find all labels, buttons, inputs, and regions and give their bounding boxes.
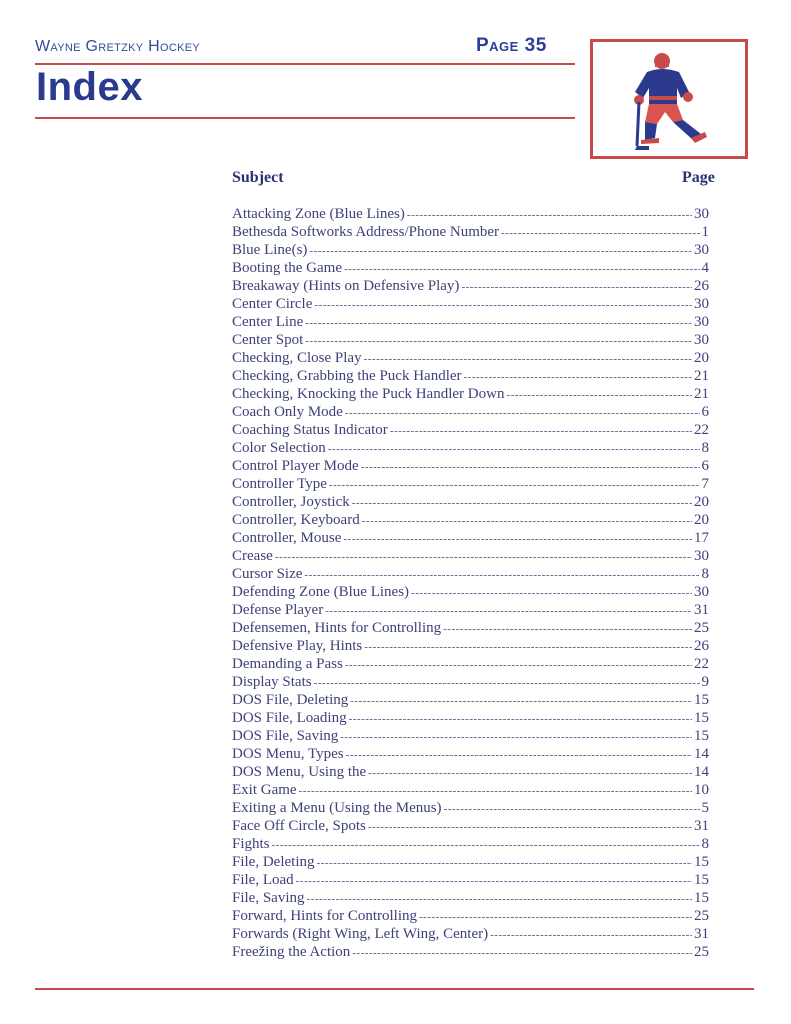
- dot-leader: [314, 296, 692, 313]
- index-entry: [232, 871, 709, 889]
- entry-page-number: 22: [694, 656, 709, 672]
- entry-page-number: 15: [694, 890, 709, 906]
- entry-subject: Booting the Game: [232, 260, 342, 276]
- entry-subject: Bethesda Softworks Address/Phone Number: [232, 224, 500, 240]
- index-entry: [232, 313, 709, 331]
- entry-subject: DOS File, Saving: [232, 728, 339, 744]
- entry-page-number: 15: [694, 854, 709, 870]
- entry-page-number: 8: [701, 836, 709, 852]
- running-head: Wayne Gretzky Hockey: [35, 38, 201, 55]
- index-entry: [232, 241, 709, 259]
- index-entry: [232, 709, 709, 727]
- index-entry: [232, 277, 709, 295]
- entry-subject: Exit Game: [232, 782, 297, 798]
- dot-leader: [272, 836, 700, 853]
- entry-page-number: 30: [694, 206, 709, 222]
- entry-page-number: 20: [694, 350, 709, 366]
- entry-subject: Checking, Grabbing the Puck Handler: [232, 368, 462, 384]
- entry-subject: Freežing the Action: [232, 944, 351, 960]
- dot-leader: [345, 656, 692, 673]
- entry-page-number: 5: [701, 800, 709, 816]
- page-number: Page 35: [476, 35, 547, 56]
- dot-leader: [344, 260, 700, 277]
- entry-subject: Face Off Circle, Spots: [232, 818, 366, 834]
- dot-leader: [364, 638, 692, 655]
- index-entry: [232, 727, 709, 745]
- entry-page-number: 22: [694, 422, 709, 438]
- entry-page-number: 30: [694, 314, 709, 330]
- entry-page-number: 20: [694, 512, 709, 528]
- entry-subject: Breakaway (Hints on Defensive Play): [232, 278, 460, 294]
- dot-leader: [345, 404, 700, 421]
- dot-leader: [501, 224, 699, 241]
- index-entry: [232, 259, 709, 277]
- dot-leader: [350, 692, 692, 709]
- bottom-rule: [35, 988, 754, 990]
- index-entry: [232, 673, 709, 691]
- index-entry: [232, 583, 709, 601]
- hockey-player-icon: [593, 42, 745, 156]
- entry-page-number: 10: [694, 782, 709, 798]
- dot-leader: [340, 728, 692, 745]
- entry-page-number: 8: [701, 566, 709, 582]
- index-entry: [232, 439, 709, 457]
- entry-page-number: 15: [694, 710, 709, 726]
- index-entry: [232, 205, 709, 223]
- entry-subject: File, Load: [232, 872, 294, 888]
- entry-subject: DOS Menu, Using the: [232, 764, 367, 780]
- entry-subject: Coaching Status Indicator: [232, 422, 388, 438]
- index-entry: [232, 565, 709, 583]
- dot-leader: [299, 782, 692, 799]
- entry-subject: DOS Menu, Types: [232, 746, 344, 762]
- entry-subject: Checking, Knocking the Puck Handler Down: [232, 386, 505, 402]
- dot-leader: [275, 548, 692, 565]
- entry-page-number: 30: [694, 296, 709, 312]
- dot-leader: [352, 494, 692, 511]
- index-entry: [232, 889, 709, 907]
- index-entry: [232, 637, 709, 655]
- index-entry: [232, 367, 709, 385]
- dot-leader: [329, 476, 700, 493]
- entry-subject: Checking, Close Play: [232, 350, 362, 366]
- entry-subject: Blue Line(s): [232, 242, 308, 258]
- index-entry: [232, 781, 709, 799]
- title-rule: [35, 117, 575, 119]
- index-entry: [232, 349, 709, 367]
- dot-leader: [443, 620, 692, 637]
- dot-leader: [352, 944, 692, 961]
- index-entry: [232, 853, 709, 871]
- index-entry: [232, 925, 709, 943]
- index-entry: [232, 655, 709, 673]
- index-entry: [232, 511, 709, 529]
- dot-leader: [368, 764, 692, 781]
- entry-subject: Attacking Zone (Blue Lines): [232, 206, 405, 222]
- entry-page-number: 21: [694, 386, 709, 402]
- dot-leader: [361, 458, 700, 475]
- index-entry: [232, 691, 709, 709]
- entry-page-number: 31: [694, 926, 709, 942]
- index-entry: [232, 835, 709, 853]
- dot-leader: [407, 206, 692, 223]
- entry-page-number: 31: [694, 602, 709, 618]
- entry-subject: Demanding a Pass: [232, 656, 343, 672]
- page-title: Index: [36, 65, 143, 109]
- dot-leader: [314, 674, 700, 691]
- entry-page-number: 15: [694, 728, 709, 744]
- dot-leader: [368, 818, 692, 835]
- entry-page-number: 26: [694, 278, 709, 294]
- entry-page-number: 1: [701, 224, 709, 240]
- dot-leader: [317, 854, 693, 871]
- dot-leader: [325, 602, 692, 619]
- entry-subject: Defense Player: [232, 602, 324, 618]
- index-entry: [232, 745, 709, 763]
- entry-page-number: 14: [694, 764, 709, 780]
- index-entry: [232, 421, 709, 439]
- dot-leader: [346, 746, 692, 763]
- entry-page-number: 31: [694, 818, 709, 834]
- dot-leader: [307, 890, 692, 907]
- dot-leader: [490, 926, 692, 943]
- index-entry: [232, 817, 709, 835]
- dot-leader: [305, 332, 692, 349]
- logo-box: [590, 39, 748, 159]
- index-entry: [232, 943, 709, 961]
- index-entry: [232, 529, 709, 547]
- dot-leader: [305, 314, 692, 331]
- entry-subject: Coach Only Mode: [232, 404, 343, 420]
- entry-page-number: 25: [694, 944, 709, 960]
- entry-subject: DOS File, Loading: [232, 710, 347, 726]
- entry-subject: Forwards (Right Wing, Left Wing, Center): [232, 926, 489, 942]
- entry-subject: Forward, Hints for Controlling: [232, 908, 417, 924]
- entry-page-number: 25: [694, 908, 709, 924]
- entry-subject: Color Selection: [232, 440, 326, 456]
- dot-leader: [362, 512, 692, 529]
- dot-leader: [296, 872, 692, 889]
- entry-subject: File, Deleting: [232, 854, 315, 870]
- page-column-header: Page: [682, 169, 715, 186]
- dot-leader: [364, 350, 692, 367]
- entry-page-number: 7: [701, 476, 709, 492]
- entry-page-number: 6: [701, 404, 709, 420]
- entry-page-number: 25: [694, 620, 709, 636]
- entry-subject: File, Saving: [232, 890, 305, 906]
- entry-page-number: 8: [701, 440, 709, 456]
- entry-subject: Center Line: [232, 314, 304, 330]
- index-entry: [232, 493, 709, 511]
- dot-leader: [419, 908, 692, 925]
- index-entry: [232, 403, 709, 421]
- dot-leader: [304, 566, 699, 583]
- index-entry: [232, 763, 709, 781]
- entry-page-number: 30: [694, 332, 709, 348]
- dot-leader: [411, 584, 692, 601]
- entry-page-number: 26: [694, 638, 709, 654]
- dot-leader: [506, 386, 692, 403]
- entry-subject: Center Circle: [232, 296, 313, 312]
- entry-subject: Cursor Size: [232, 566, 303, 582]
- index-entry: [232, 295, 709, 313]
- dot-leader: [328, 440, 700, 457]
- entry-page-number: 15: [694, 872, 709, 888]
- entry-page-number: 30: [694, 548, 709, 564]
- entry-subject: Defensive Play, Hints: [232, 638, 363, 654]
- entry-page-number: 15: [694, 692, 709, 708]
- index-entry: [232, 223, 709, 241]
- entry-subject: Exiting a Menu (Using the Menus): [232, 800, 442, 816]
- dot-leader: [444, 800, 700, 817]
- index-entry: [232, 331, 709, 349]
- entry-page-number: 14: [694, 746, 709, 762]
- entry-subject: Center Spot: [232, 332, 304, 348]
- index-entry: [232, 601, 709, 619]
- entry-subject: Crease: [232, 548, 273, 564]
- entry-subject: Controller, Mouse: [232, 530, 342, 546]
- dot-leader: [464, 368, 692, 385]
- subject-column-header: Subject: [232, 169, 284, 186]
- entry-page-number: 17: [694, 530, 709, 546]
- entry-subject: Fights: [232, 836, 270, 852]
- entry-page-number: 6: [701, 458, 709, 474]
- entry-page-number: 4: [701, 260, 709, 276]
- index-entry: [232, 475, 709, 493]
- entry-subject: Controller, Joystick: [232, 494, 350, 510]
- entry-subject: Controller, Keyboard: [232, 512, 360, 528]
- entry-page-number: 30: [694, 584, 709, 600]
- dot-leader: [461, 278, 692, 295]
- entry-subject: Defending Zone (Blue Lines): [232, 584, 410, 600]
- entry-subject: Control Player Mode: [232, 458, 359, 474]
- index-list: [232, 205, 709, 961]
- entry-subject: Controller Type: [232, 476, 327, 492]
- entry-page-number: 21: [694, 368, 709, 384]
- entry-page-number: 20: [694, 494, 709, 510]
- dot-leader: [390, 422, 692, 439]
- index-entry: [232, 547, 709, 565]
- index-entry: [232, 619, 709, 637]
- entry-subject: Defensemen, Hints for Controlling: [232, 620, 442, 636]
- entry-subject: Display Stats: [232, 674, 312, 690]
- index-entry: [232, 799, 709, 817]
- dot-leader: [309, 242, 692, 259]
- entry-page-number: 30: [694, 242, 709, 258]
- entry-subject: DOS File, Deleting: [232, 692, 349, 708]
- index-entry: [232, 385, 709, 403]
- index-entry: [232, 907, 709, 925]
- index-entry: [232, 457, 709, 475]
- entry-page-number: 9: [701, 674, 709, 690]
- dot-leader: [349, 710, 692, 727]
- dot-leader: [343, 530, 692, 547]
